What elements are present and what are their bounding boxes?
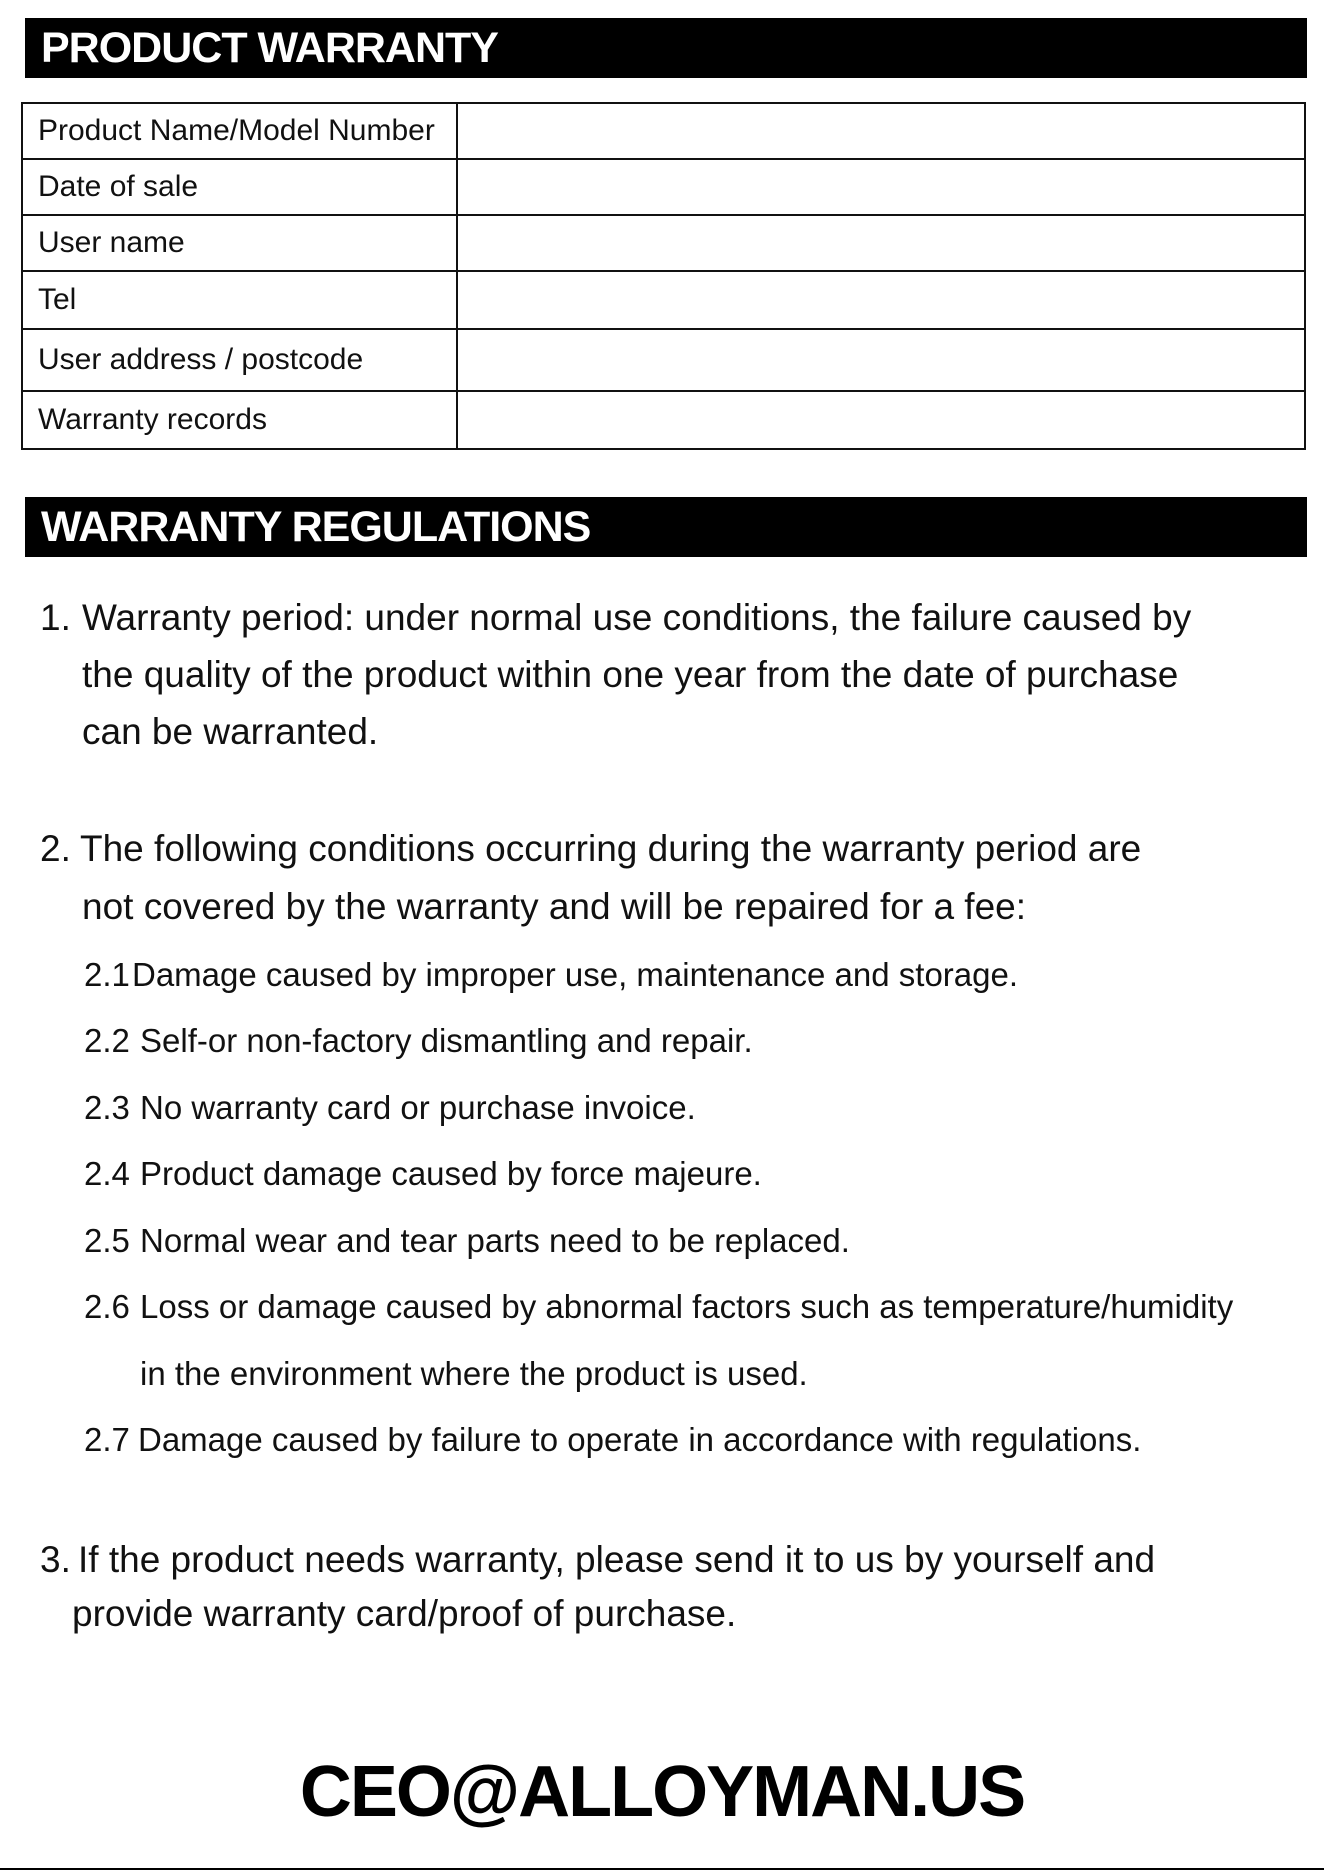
product-warranty-heading: PRODUCT WARRANTY (25, 18, 1307, 78)
subitem-2-1-text: Damage caused by improper use, maintenance and storage. (132, 956, 1019, 993)
item-2-line-2: not covered by the warranty and will be repaired for a fee: (82, 886, 1027, 927)
item-1-line-3: can be warranted. (82, 711, 379, 752)
subitem-2-7-text: Damage caused by failure to operate in accordance with regulations. (138, 1421, 1142, 1458)
item-2-number: 2. (40, 828, 71, 869)
product-name-label: Product Name/Model Number (22, 103, 457, 159)
warranty-regulations-heading: WARRANTY REGULATIONS (25, 497, 1307, 557)
subitem-2-3-text: No warranty card or purchase invoice. (140, 1089, 696, 1126)
warranty-records-field[interactable] (457, 391, 1305, 449)
date-of-sale-field[interactable] (457, 159, 1305, 215)
user-name-label: User name (22, 215, 457, 271)
subitem-2-5-number: 2.5 (84, 1222, 130, 1259)
subitem-2-7-number: 2.7 (84, 1421, 130, 1458)
date-of-sale-label: Date of sale (22, 159, 457, 215)
item-2-line-1: The following conditions occurring during the warranty period are (80, 828, 1142, 869)
subitem-2-3-number: 2.3 (84, 1089, 130, 1126)
warranty-form-table (21, 102, 1306, 450)
subitem-2-6-continuation: in the environment where the product is used. (140, 1355, 808, 1392)
table-row (22, 103, 1305, 159)
item-3-number: 3. (40, 1539, 71, 1580)
subitem-2-2-number: 2.2 (84, 1022, 130, 1059)
table-row (22, 159, 1305, 215)
table-row (22, 391, 1305, 449)
subitem-2-2-text: Self-or non-factory dismantling and repair. (140, 1022, 753, 1059)
subitem-2-4-text: Product damage caused by force majeure. (140, 1155, 762, 1192)
user-address-field[interactable] (457, 329, 1305, 391)
tel-label: Tel (22, 271, 457, 329)
bottom-divider (0, 1868, 1324, 1870)
item-1-number: 1. (40, 597, 71, 638)
item-1-line-1: Warranty period: under normal use conditions, the failure caused by (82, 597, 1192, 638)
table-row (22, 215, 1305, 271)
user-address-label: User address / postcode (22, 329, 457, 391)
subitem-2-4-number: 2.4 (84, 1155, 130, 1192)
contact-email: CEO@ALLOYMAN.US (299, 1752, 1025, 1832)
subitem-2-5-text: Normal wear and tear parts need to be replaced. (140, 1222, 850, 1259)
item-3-line-2: provide warranty card/proof of purchase. (72, 1593, 737, 1634)
tel-field[interactable] (457, 271, 1305, 329)
user-name-field[interactable] (457, 215, 1305, 271)
subitem-2-6-text: Loss or damage caused by abnormal factors such as temperature/humidity (140, 1288, 1234, 1325)
item-1-line-2: the quality of the product within one year from the date of purchase (82, 654, 1179, 695)
item-3-line-1: If the product needs warranty, please send it to us by yourself and (78, 1539, 1156, 1580)
table-row (22, 271, 1305, 329)
table-row (22, 329, 1305, 391)
warranty-records-label: Warranty records (22, 391, 457, 449)
product-name-field[interactable] (457, 103, 1305, 159)
subitem-2-1-number: 2.1 (84, 956, 130, 993)
subitem-2-6-number: 2.6 (84, 1288, 130, 1325)
